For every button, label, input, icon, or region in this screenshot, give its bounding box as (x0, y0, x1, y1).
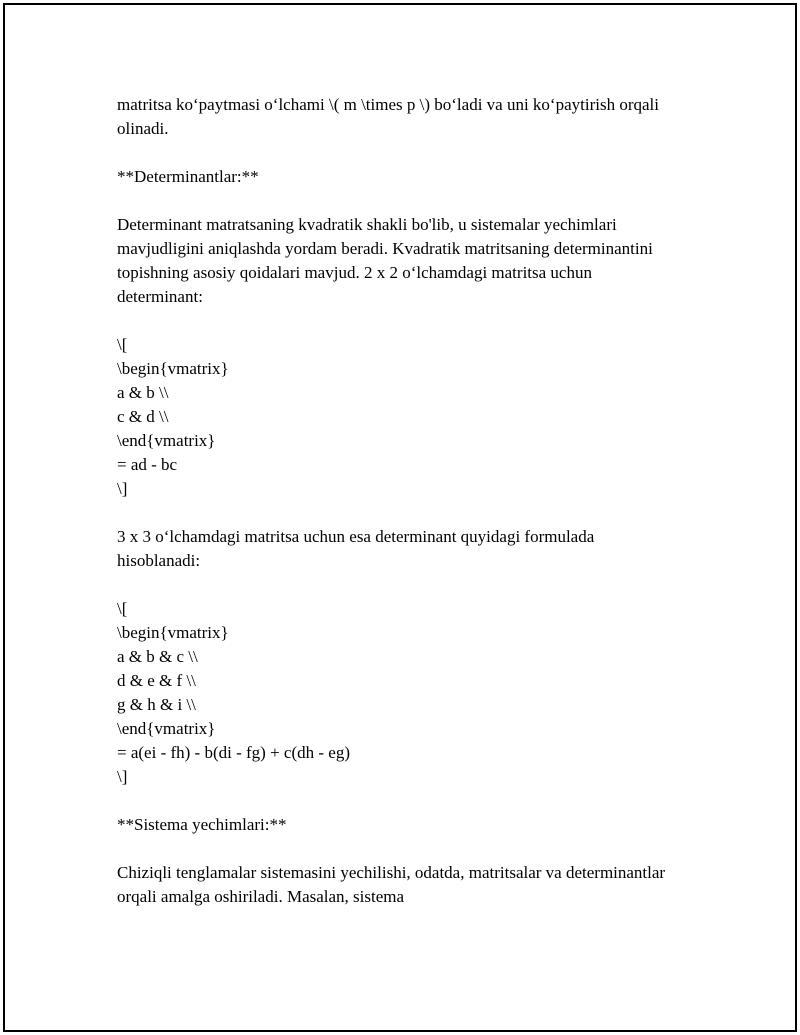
systems-heading: **Sistema yechimlari:** (117, 815, 287, 834)
spacer (117, 309, 677, 333)
intro-paragraph: matritsa ko‘paytmasi o‘lchami \( m \times p \) bo‘ladi va uni ko‘paytirish orqali olinadi. (117, 95, 659, 138)
spacer (117, 141, 677, 165)
determinants-paragraph: Determinant matratsaning kvadratik shakli bo'lib, u sistemalar yechimlari mavjudligini aniqlashda yordam beradi. Kvadratik matritsaning determinantini topishning asosiy qoidalari mavjud. 2 x 2 o‘lchamdagi matritsa uchun determinant: (117, 215, 653, 306)
formula-line: \end{vmatrix} (117, 719, 216, 738)
spacer (117, 573, 677, 597)
formula-line: d & e & f \\ (117, 671, 196, 690)
spacer (117, 837, 677, 861)
formula-line: \begin{vmatrix} (117, 359, 229, 378)
formula-line: a & b \\ (117, 383, 169, 402)
document-body (117, 93, 677, 909)
paragraph-3x3: 3 x 3 o‘lchamdagi matritsa uchun esa determinant quyidagi formulada hisoblanadi: (117, 527, 595, 570)
formula-line: \] (117, 767, 128, 786)
formula-line: \[ (117, 335, 128, 354)
formula-line: \[ (117, 599, 128, 618)
spacer (117, 189, 677, 213)
formula-line: = a(ei - fh) - b(di - fg) + c(dh - eg) (117, 743, 350, 762)
formula-line: = ad - bc (117, 455, 178, 474)
formula-2x2 (117, 333, 677, 501)
formula-line: a & b & c \\ (117, 647, 198, 666)
systems-paragraph: Chiziqli tenglamalar sistemasini yechilishi, odatda, matritsalar va determinantlar orqali amalga oshiriladi. Masalan, sistema (117, 863, 666, 906)
formula-line: \] (117, 479, 128, 498)
determinants-heading: **Determinantlar:** (117, 167, 259, 186)
spacer (117, 501, 677, 525)
formula-line: g & h & i \\ (117, 695, 196, 714)
spacer (117, 789, 677, 813)
formula-line: \begin{vmatrix} (117, 623, 229, 642)
formula-3x3 (117, 597, 677, 789)
formula-line: \end{vmatrix} (117, 431, 216, 450)
formula-line: c & d \\ (117, 407, 169, 426)
